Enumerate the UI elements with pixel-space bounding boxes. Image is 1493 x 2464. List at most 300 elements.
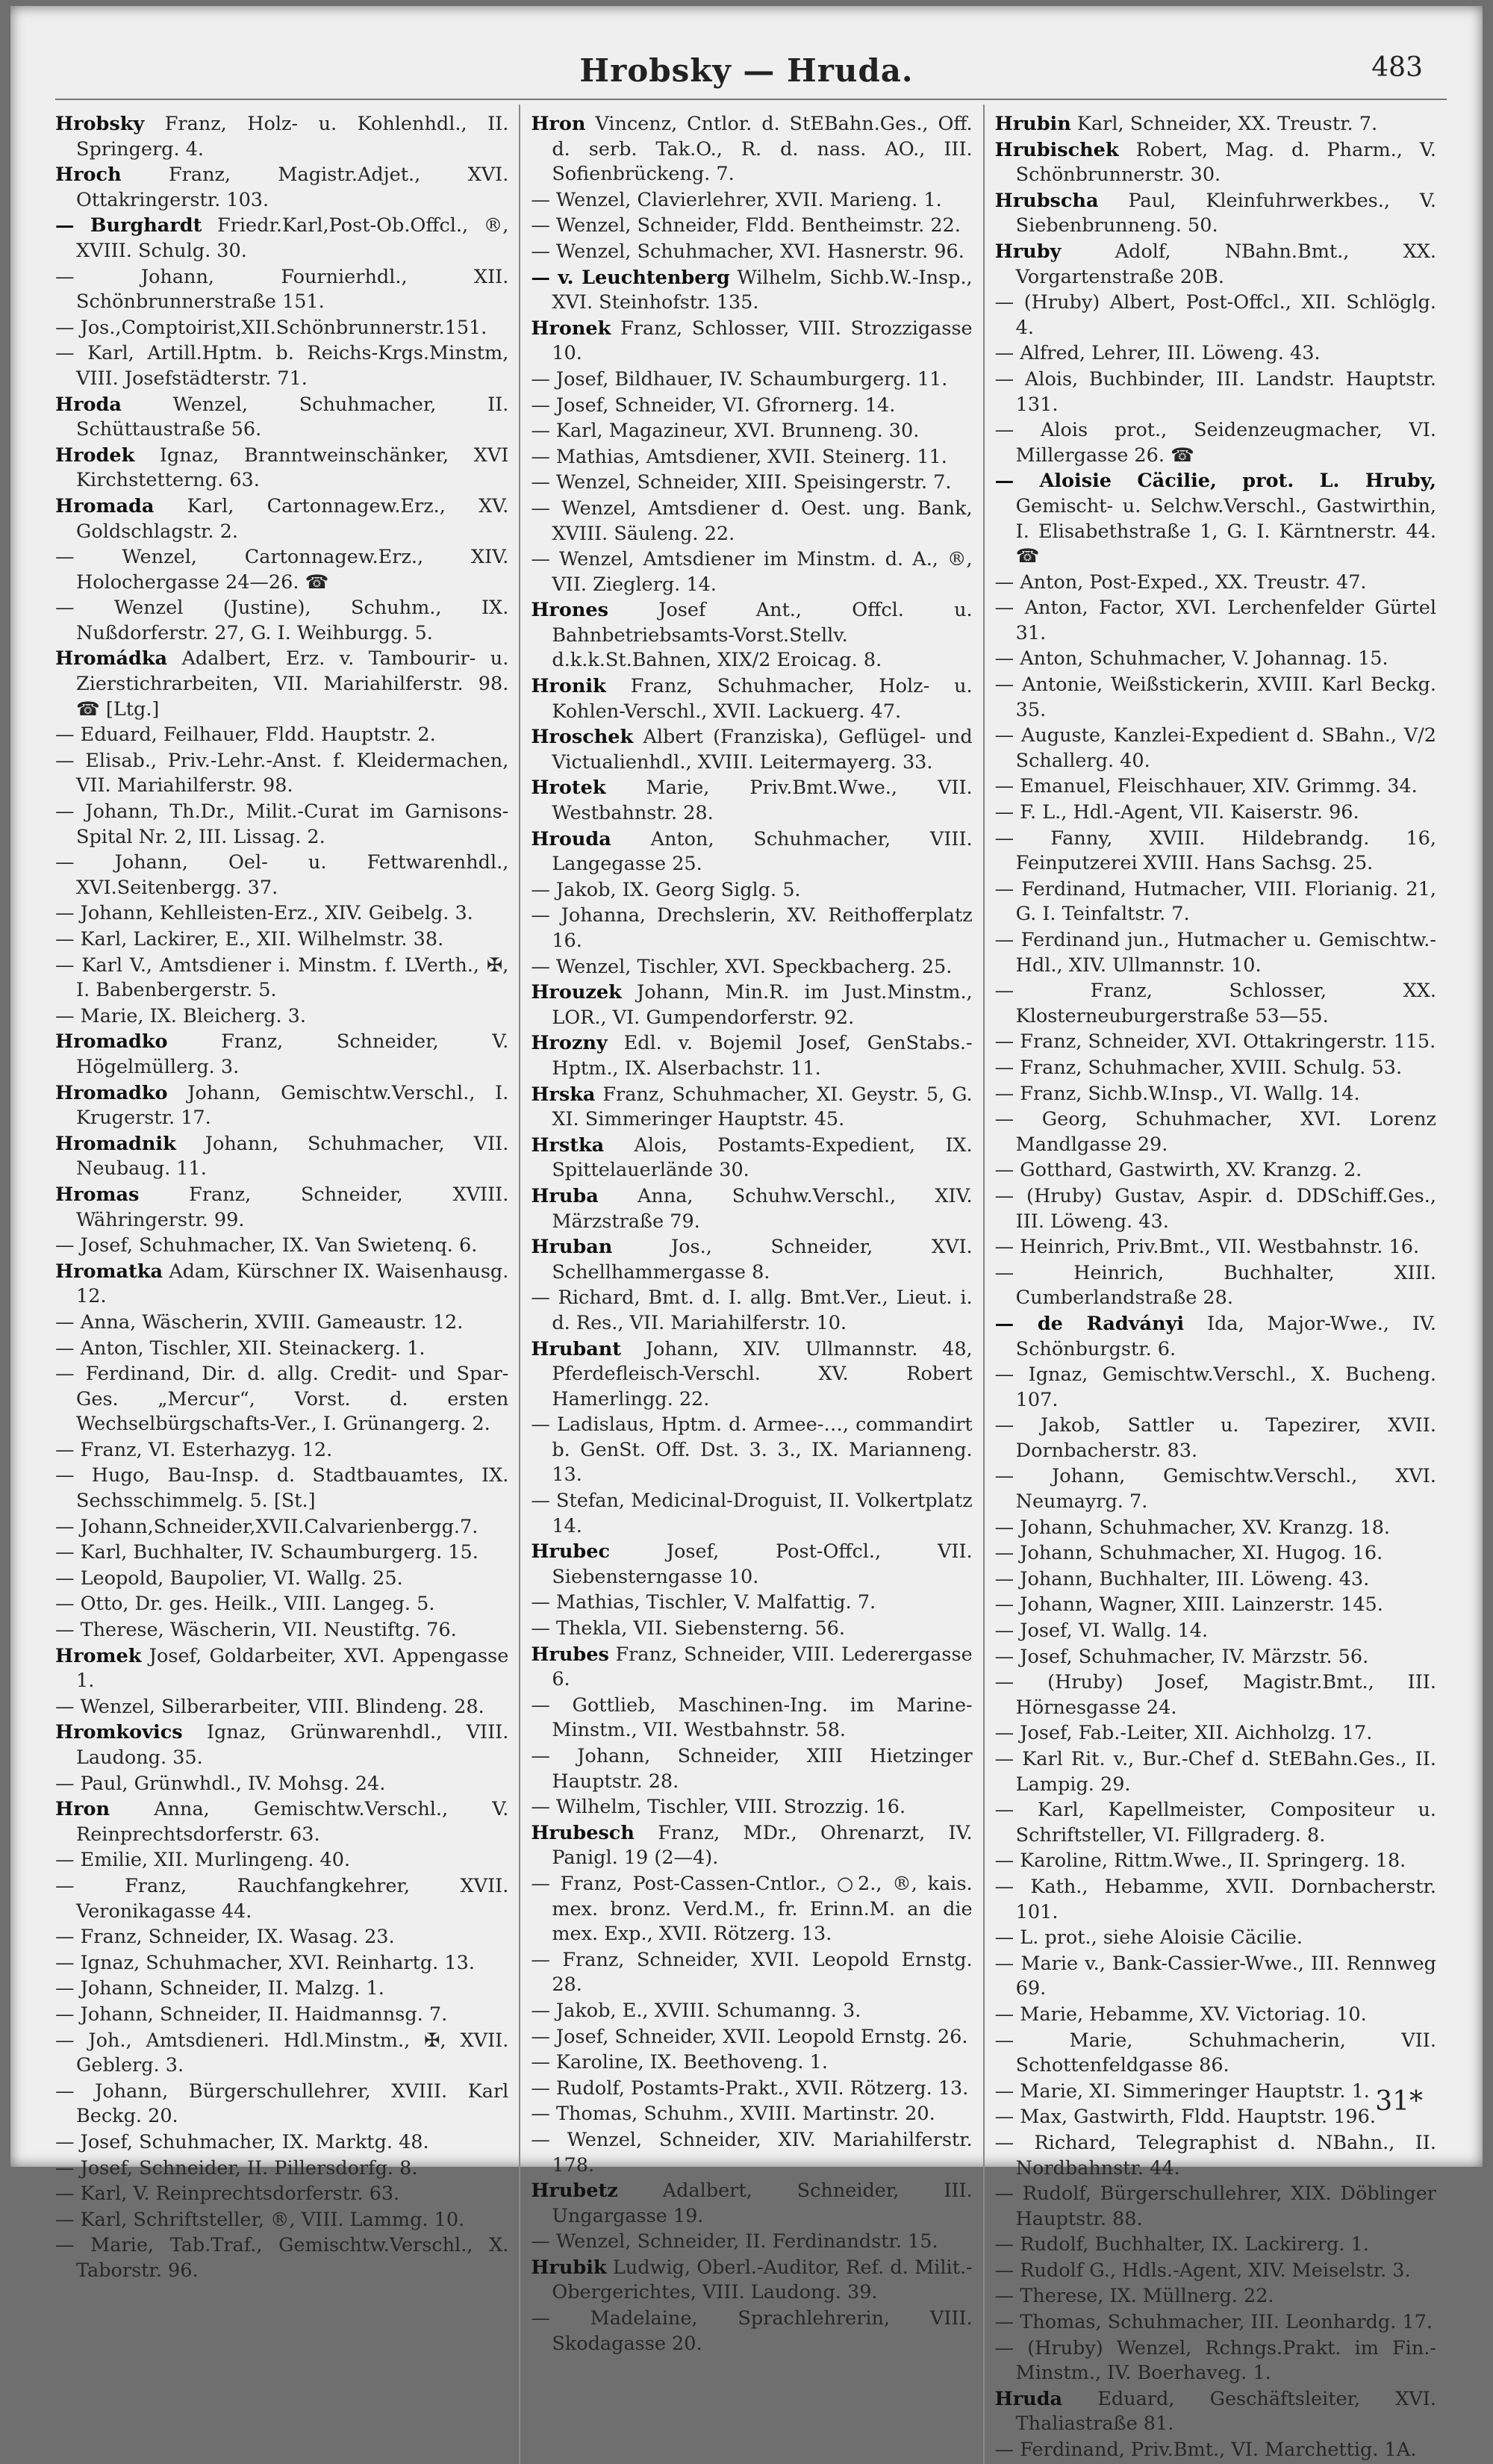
- entry-details: Ludwig, Oberl.-Auditor, Ref. d. Milit.-Obergerichtes, VIII. Laudong. 39.: [552, 2256, 973, 2304]
- directory-entry: [995, 1158, 1436, 1183]
- entry-details: Franz, Schneider, XVIII. Währingerstr. 99.: [76, 1183, 509, 1231]
- directory-entry: [531, 1821, 972, 1871]
- entry-details: Karl, Schneider, XX. Treustr. 7.: [1076, 113, 1378, 135]
- directory-entry: [531, 1795, 972, 1820]
- directory-entry: [531, 776, 972, 826]
- entry-details: — Jos.,Comptoirist,XII.Schönbrunnerstr.151.: [55, 316, 487, 339]
- entry-details: Anna, Schuhw.Verschl., XIV. Märzstraße 79.: [552, 1184, 973, 1233]
- directory-entry: [995, 596, 1436, 646]
- directory-entry: [55, 163, 508, 213]
- directory-entry: [55, 265, 508, 315]
- entry-details: — Otto, Dr. ges. Heilk., VIII. Langeg. 5.: [55, 1593, 435, 1616]
- entry-details: — (Hruby) Gustav, Aspir. d. DDSchiff.Ges., III. Löweng. 43.: [994, 1184, 1436, 1233]
- entry-details: — Johann, Th.Dr., Milit.-Curat im Garnisons-Spital Nr. 2, III. Lissag. 2.: [55, 800, 509, 848]
- entry-details: — Ladislaus, Hptm. d. Armee-…, commandirt b. GenSt. Off. Dst. 3. 3., IX. Marianneng. 13.: [531, 1413, 973, 1487]
- directory-entry: [531, 1540, 972, 1590]
- entry-details: Franz, Schneider, V. Högelmüllerg. 3.: [76, 1030, 509, 1078]
- directory-entry: [531, 827, 972, 877]
- entry-details: — Karl, V. Reinprechtsdorferstr. 63.: [55, 2183, 400, 2206]
- entry-details: — Georg, Schuhmacher, XVI. Lorenz Mandlgasse 29.: [994, 1108, 1436, 1156]
- directory-entry: [55, 2208, 508, 2233]
- directory-entry: [531, 317, 972, 367]
- entry-details: — Franz, Rauchfangkehrer, XVII. Veronikagasse 44.: [55, 1874, 509, 1923]
- entry-details: — Josef, Schuhmacher, IX. Van Swietenq. 6.: [55, 1234, 478, 1257]
- directory-entry: [531, 2306, 972, 2356]
- directory-entry: [55, 393, 508, 443]
- directory-entry: [531, 445, 972, 470]
- entry-details: — Stefan, Medicinal-Droguist, II. Volkertplatz 14.: [531, 1490, 973, 1537]
- directory-entry: [995, 2003, 1436, 2028]
- entry-details: — Marie, IX. Bleicherg. 3.: [55, 1004, 306, 1027]
- directory-entry: [995, 1593, 1436, 1618]
- directory-entry: [531, 1337, 972, 1413]
- entry-details: — Thekla, VII. Siebensterng. 56.: [531, 1617, 845, 1640]
- entry-details: — Josef, VI. Wallg. 14.: [994, 1620, 1209, 1643]
- entry-surname: — de Radványi: [994, 1312, 1185, 1335]
- directory-entry: [55, 1183, 508, 1233]
- entry-details: — Ferdinand, Priv.Bmt., VI. Marchettig. 1A.: [994, 2439, 1417, 2462]
- entry-details: Marie, Priv.Bmt.Wwe., VII. Westbahnstr. 28.: [552, 777, 973, 825]
- entry-details: — Karoline, Rittm.Wwe., II. Springerg. 18.: [994, 1849, 1406, 1873]
- directory-entry: [995, 2105, 1436, 2130]
- entry-details: — Johann, Schuhmacher, XV. Kranzg. 18.: [994, 1516, 1391, 1539]
- entry-details: Adalbert, Erz. v. Tambourir- u. Zierstichrarbeiten, VII. Mariahilferstr. 98. ☎ [Ltg.]: [76, 647, 509, 721]
- entry-details: Edl. v. Bojemil Josef, GenStabs.-Hptm., IX. Alserbachstr. 11.: [552, 1032, 973, 1080]
- directory-entry: [995, 1926, 1436, 1951]
- entry-details: — Eduard, Feilhauer, Fldd. Hauptstr. 2.: [55, 724, 436, 747]
- entry-details: — Antonie, Weißstickerin, XVIII. Karl Beckg. 35.: [994, 673, 1436, 721]
- entry-details: — Johann, Schuhmacher, XI. Hugog. 16.: [994, 1542, 1383, 1565]
- directory-entry: [995, 1798, 1436, 1848]
- directory-entry: [531, 674, 972, 724]
- directory-entry: [531, 1133, 972, 1183]
- directory-entry: [995, 2131, 1436, 2181]
- directory-entry: [55, 927, 508, 953]
- entry-details: — Marie v., Bank-Cassier-Wwe., III. Rennweg 69.: [994, 1952, 1436, 2000]
- entry-details: — Ferdinand, Dir. d. allg. Credit- und Spar-Ges. „Mercur“, Vorst. d. ersten Wechselbürgschafts-Ver., I. Grünangerg. 2.: [55, 1363, 509, 1436]
- directory-entry: [995, 1235, 1436, 1260]
- entry-details: — Heinrich, Priv.Bmt., VII. Westbahnstr. 16.: [994, 1236, 1420, 1259]
- entry-details: Alois, Postamts-Expedient, IX. Spittelauerlände 30.: [552, 1133, 973, 1182]
- directory-entry: [995, 112, 1436, 137]
- entry-details: — Josef, Schuhmacher, IX. Marktg. 48.: [55, 2130, 429, 2153]
- entry-details: — Kath., Hebamme, XVII. Dornbacherstr. 101.: [994, 1875, 1436, 1923]
- directory-entry: [995, 418, 1436, 468]
- entry-details: — Alois, Buchbinder, III. Landstr. Hauptstr. 131.: [994, 367, 1436, 416]
- entry-details: — Johann,Schneider,XVII.Calvarienbergg.7.: [55, 1515, 479, 1538]
- entry-details: — Anton, Factor, XVI. Lerchenfelder Gürtel 31.: [994, 597, 1436, 644]
- entry-surname: Hromek: [55, 1644, 142, 1667]
- entry-details: — Johann, Gemischtw.Verschl., XVI. Neumayrg. 7.: [994, 1465, 1436, 1513]
- directory-page: [10, 6, 1483, 2462]
- directory-entry: [531, 1643, 972, 1693]
- entry-details: — Johanna, Drechslerin, XV. Reithofferplatz 16.: [531, 904, 973, 952]
- directory-entry: [531, 1031, 972, 1081]
- entry-details: — Jakob, IX. Georg Siglg. 5.: [531, 878, 801, 901]
- entry-details: — (Hruby) Wenzel, Rchngs.Prakt. im Fin.-Minstm., IV. Boerhaveg. 1.: [994, 2336, 1436, 2385]
- entry-details: — Josef, Fab.-Leiter, XII. Aichholzg. 17.: [994, 1722, 1373, 1745]
- entry-details: — Alois prot., Seidenzeugmacher, VI. Millergasse 26. ☎: [994, 419, 1436, 467]
- entry-surname: Hron: [531, 113, 586, 135]
- directory-entry: [995, 341, 1436, 367]
- entry-details: Josef, Post-Offcl., VII. Siebensterngasse 10.: [552, 1540, 973, 1588]
- directory-entry: [55, 800, 508, 850]
- entry-details: — Wenzel, Schneider, II. Ferdinandstr. 15.: [531, 2230, 938, 2253]
- entry-details: — Johann, Oel- u. Fettwarenhdl., XVI.Seitenbergg. 37.: [55, 851, 509, 899]
- entry-surname: Hruba: [531, 1184, 599, 1207]
- entry-details: — (Hruby) Josef, Magistr.Bmt., III. Hörnesgasse 24.: [994, 1671, 1436, 1719]
- directory-entry: [531, 2050, 972, 2076]
- entry-details: — Wilhelm, Tischler, VIII. Strozzig. 16.: [531, 1796, 906, 1819]
- entry-surname: — Aloisie Cäcilie, prot. L. Hruby,: [994, 470, 1436, 493]
- directory-entry: [55, 214, 508, 264]
- entry-details: — Mathias, Tischler, V. Malfattig. 7.: [531, 1591, 876, 1614]
- directory-entry: [995, 1363, 1436, 1413]
- entry-details: — Karl, Schriftsteller, ®, VIII. Lammg. 10.: [55, 2208, 465, 2231]
- directory-entry: [995, 1875, 1436, 1925]
- entry-details: — Emilie, XII. Murlingeng. 40.: [55, 1849, 351, 1872]
- entry-details: Franz, Schlosser, VIII. Strozzigasse 10.: [552, 317, 973, 365]
- directory-entry: [55, 2182, 508, 2207]
- entry-details: — Franz, VI. Esterhazyg. 12.: [55, 1438, 333, 1461]
- entry-details: Wilhelm, Sichb.W.-Insp., XVI. Steinhofstr. 135.: [552, 266, 973, 314]
- entry-surname: Hruby: [994, 240, 1062, 263]
- entry-details: Johann, XIV. Ullmannstr. 48, Pferdefleisch-Verschl. XV. Robert Hamerlingg. 22.: [552, 1337, 973, 1410]
- directory-entry: [995, 1567, 1436, 1593]
- directory-entry: [55, 1797, 508, 1847]
- directory-entry: [995, 1184, 1436, 1234]
- entry-details: — Josef, Schneider, II. Pillersdorfg. 8.: [55, 2156, 418, 2180]
- directory-entry: [531, 1693, 972, 1743]
- entry-details: — Alfred, Lehrer, III. Löweng. 43.: [994, 342, 1321, 365]
- entry-details: — Auguste, Kanzlei-Expedient d. SBahn., V/2 Schallerg. 40.: [994, 724, 1436, 772]
- directory-entry: [55, 2029, 508, 2079]
- directory-entry: [55, 1337, 508, 1362]
- directory-entry: [995, 1312, 1436, 1362]
- entry-details: — Johann, Bürgerschullehrer, XVIII. Karl Beckg. 20.: [55, 2079, 509, 2128]
- directory-entry: [995, 1413, 1436, 1463]
- entry-details: Adam, Kürschner IX. Waisenhausg. 12.: [76, 1260, 509, 1308]
- entry-surname: Hrubscha: [994, 189, 1099, 212]
- directory-entry: [531, 1999, 972, 2024]
- directory-entry: [995, 1721, 1436, 1746]
- entry-surname: Hromadko: [55, 1030, 168, 1054]
- directory-entry: [531, 1617, 972, 1642]
- directory-entry: [55, 1644, 508, 1694]
- entry-details: Anna, Gemischtw.Verschl., V. Reinprechtsdorferstr. 63.: [76, 1798, 509, 1846]
- entry-details: — Marie, XI. Simmeringer Hauptstr. 1.: [994, 2079, 1370, 2103]
- entry-details: — Anton, Tischler, XII. Steinackerg. 1.: [55, 1337, 426, 1360]
- entry-details: — Anna, Wäscherin, XVIII. Gameaustr. 12.: [55, 1310, 464, 1334]
- directory-entry: [55, 953, 508, 1004]
- entry-details: — (Hruby) Albert, Post-Offcl., XII. Schlöglg. 4.: [994, 291, 1436, 339]
- directory-entry: [995, 189, 1436, 239]
- entry-details: — Ignaz, Schuhmacher, XVI. Reinhartg. 13.: [55, 1951, 475, 1974]
- directory-entry: [55, 1463, 508, 1513]
- directory-entry: [995, 2387, 1436, 2437]
- entry-details: — Karl, Buchhalter, IV. Schaumburgerg. 15.: [55, 1541, 479, 1564]
- entry-details: — Thomas, Schuhm., XVIII. Martinstr. 20.: [531, 2103, 935, 2126]
- directory-entry: [55, 1951, 508, 1976]
- entry-surname: Hruda: [994, 2387, 1063, 2410]
- entry-surname: Hrouzek: [531, 981, 622, 1004]
- entry-details: — Wenzel, Tischler, XVI. Speckbacherg. 25.: [531, 955, 953, 978]
- entry-details: — Karoline, IX. Beethoveng. 1.: [531, 2051, 828, 2074]
- entry-details: — Karl Rit. v., Bur.-Chef d. StEBahn.Ges., II. Lampig. 29.: [994, 1748, 1436, 1796]
- entry-surname: Hromkovics: [55, 1721, 183, 1744]
- entry-details: — Jakob, E., XVIII. Schumanng. 3.: [531, 1999, 861, 2022]
- directory-entry: [55, 850, 508, 900]
- directory-entry: [531, 1872, 972, 1947]
- directory-entry: [55, 1567, 508, 1592]
- entry-details: Franz, MDr., Ohrenarzt, IV. Panigl. 19 (2—4).: [552, 1821, 973, 1870]
- directory-entry: [531, 2256, 972, 2306]
- entry-surname: Hrubetz: [531, 2180, 618, 2203]
- directory-entry: [55, 1592, 508, 1617]
- entry-details: — Richard, Bmt. d. I. allg. Bmt.Ver., Lieut. i. d. Res., VII. Mariahilferstr. 10.: [531, 1287, 973, 1334]
- directory-entry: [55, 2156, 508, 2182]
- directory-entry: [55, 1030, 508, 1080]
- entry-details: — Richard, Telegraphist d. NBahn., II. Nordbahnstr. 44.: [994, 2131, 1436, 2180]
- directory-entry: [531, 1590, 972, 1616]
- page-header: [10, 52, 1483, 105]
- entry-details: — Franz, Schlosser, XX. Klosterneuburgerstraße 53—55.: [994, 980, 1436, 1027]
- entry-details: Johann, Schuhmacher, VII. Neubaug. 11.: [76, 1132, 509, 1180]
- entry-details: — Hugo, Bau-Insp. d. Stadtbauamtes, IX. Sechsschimmelg. 5. [St.]: [55, 1464, 509, 1513]
- directory-entry: [55, 1874, 508, 1924]
- entry-surname: Hromatka: [55, 1260, 163, 1283]
- directory-entry: [995, 724, 1436, 774]
- directory-entry: [55, 1310, 508, 1336]
- entry-details: — Karl V., Amtsdiener i. Minstm. f. LVerth., ✠, I. Babenbergerstr. 5.: [55, 953, 509, 1002]
- directory-entry: [531, 1744, 972, 1794]
- directory-entry: [55, 494, 508, 544]
- entry-details: — Fanny, XVIII. Hildebrandg. 16, Feinputzerei XVIII. Hans Sachsg. 25.: [994, 827, 1436, 875]
- directory-entry: [995, 877, 1436, 927]
- entry-surname: Hrubischek: [994, 138, 1119, 161]
- entry-details: — Franz, Schneider, XVI. Ottakringerstr. 115.: [994, 1030, 1436, 1054]
- directory-entry: [995, 2182, 1436, 2232]
- entry-details: Adalbert, Schneider, III. Ungargasse 19.: [552, 2180, 973, 2227]
- entry-details: — Marie, Tab.Traf., Gemischtw.Verschl., X. Taborstr. 96.: [55, 2234, 509, 2282]
- directory-entry: [995, 2259, 1436, 2284]
- entry-details: Wenzel, Schuhmacher, II. Schüttaustraße 56.: [76, 393, 509, 441]
- entry-surname: Hrubant: [531, 1337, 622, 1360]
- entry-details: — Anton, Schuhmacher, V. Johannag. 15.: [994, 647, 1388, 671]
- entry-details: — Gotthard, Gastwirth, XV. Kranzg. 2.: [994, 1159, 1362, 1182]
- directory-columns: [55, 105, 1447, 2462]
- entry-details: — F. L., Hdl.-Agent, VII. Kaiserstr. 96.: [994, 801, 1359, 824]
- entry-surname: Hroda: [55, 393, 122, 416]
- entry-details: — Ignaz, Gemischtw.Verschl., X. Bucheng. 107.: [994, 1363, 1436, 1411]
- directory-entry: [55, 1540, 508, 1566]
- entry-details: Adolf, NBahn.Bmt., XX. Vorgartenstraße 20B.: [1015, 240, 1436, 288]
- entry-details: — Josef, Schneider, VI. Gfrornerg. 14.: [531, 393, 896, 417]
- entry-details: — Johann, Schneider, II. Haidmannsg. 7.: [55, 2003, 448, 2026]
- entry-details: — Franz, Sichb.W.Insp., VI. Wallg. 14.: [994, 1082, 1360, 1105]
- entry-details: — Franz, Schneider, IX. Wasag. 23.: [55, 1926, 395, 1949]
- entry-details: — Karl, Artill.Hptm. b. Reichs-Krgs.Minstm, VIII. Josefstädterstr. 71.: [55, 342, 509, 390]
- directory-entry: [995, 2029, 1436, 2079]
- entry-details: Robert, Mag. d. Pharm., V. Schönbrunnerstr. 30.: [1015, 138, 1436, 187]
- entry-surname: Hronek: [531, 317, 611, 340]
- directory-entry: [531, 419, 972, 444]
- directory-entry: [55, 2233, 508, 2283]
- entry-details: — Johann, Schneider, II. Malzg. 1.: [55, 1977, 384, 2000]
- directory-entry: [995, 1056, 1436, 1081]
- directory-entry: [995, 290, 1436, 340]
- directory-entry: [995, 570, 1436, 596]
- entry-details: — Therese, Wäscherin, VII. Neustiftg. 76.: [55, 1619, 457, 1642]
- entry-details: Eduard, Geschäftsleiter, XVI. Thaliastraße 81.: [1015, 2387, 1436, 2436]
- entry-surname: — Burghardt: [55, 214, 202, 237]
- entry-details: Gemischt- u. Selchw.Verschl., Gastwirthin, I. Elisabethstraße 1, G. I. Kärntnerstr. 44. ☎: [1015, 494, 1436, 568]
- entry-surname: Hromada: [55, 494, 155, 517]
- entry-surname: Hrouda: [531, 827, 611, 850]
- entry-surname: Hronik: [531, 675, 606, 698]
- directory-entry: [995, 928, 1436, 978]
- directory-entry: [531, 1184, 972, 1234]
- directory-entry: [531, 214, 972, 239]
- directory-entry: [55, 596, 508, 646]
- entry-surname: Hrubesch: [531, 1821, 635, 1844]
- entry-details: — Franz, Schuhmacher, XVIII. Schulg. 53.: [994, 1056, 1403, 1079]
- directory-entry: [995, 1849, 1436, 1874]
- directory-entry: [55, 749, 508, 799]
- entry-details: Albert (Franziska), Geflügel- und Victualienhdl., XVIII. Leitermayerg. 33.: [552, 726, 973, 774]
- directory-entry: [995, 367, 1436, 417]
- entry-details: — Elisab., Priv.-Lehr.-Anst. f. Kleidermachen, VII. Mariahilferstr. 98.: [55, 749, 509, 797]
- directory-entry: [531, 2179, 972, 2229]
- entry-details: — Johann, Schneider, XIII Hietzinger Hauptstr. 28.: [531, 1745, 973, 1793]
- directory-entry: [55, 2003, 508, 2028]
- directory-entry: [531, 112, 972, 187]
- directory-entry: [531, 2025, 972, 2050]
- directory-entry: [531, 1948, 972, 1998]
- entry-surname: Hrubec: [531, 1540, 610, 1564]
- directory-entry: [531, 497, 972, 547]
- directory-entry: [55, 444, 508, 494]
- directory-entry: [995, 800, 1436, 826]
- directory-entry: [531, 1489, 972, 1539]
- directory-entry: [995, 469, 1436, 569]
- directory-entry: [55, 1720, 508, 1770]
- directory-entry: [995, 1261, 1436, 1311]
- entry-details: — Wenzel, Silberarbeiter, VIII. Blindeng. 28.: [55, 1695, 484, 1718]
- entry-surname: Hromadnik: [55, 1132, 176, 1155]
- directory-entry: [995, 827, 1436, 877]
- page-number: 483: [1371, 52, 1423, 83]
- directory-entry: [995, 2233, 1436, 2258]
- entry-surname: Hrobsky: [55, 113, 145, 135]
- directory-entry: [995, 1670, 1436, 1720]
- entry-surname: — v. Leuchtenberg: [531, 266, 730, 289]
- header-rule: [55, 99, 1447, 100]
- directory-entry: [55, 341, 508, 391]
- directory-entry: [531, 1413, 972, 1488]
- directory-entry: [531, 598, 972, 673]
- directory-entry: [531, 188, 972, 214]
- entry-details: — Wenzel, Clavierlehrer, XVII. Marieng. 1.: [531, 188, 942, 211]
- directory-entry: [995, 2079, 1436, 2105]
- entry-details: Paul, Kleinfuhrwerkbes., V. Siebenbrunneng. 50.: [1015, 189, 1436, 237]
- entry-details: — Karl, Magazineur, XVI. Brunneng. 30.: [531, 420, 920, 443]
- entry-details: — Mathias, Amtsdiener, XVII. Steinerg. 11.: [531, 445, 947, 468]
- directory-entry: [995, 1082, 1436, 1107]
- entry-details: — Heinrich, Buchhalter, XIII. Cumberlandstraße 28.: [994, 1261, 1436, 1310]
- entry-details: — Gottlieb, Maschinen-Ing. im Marine-Minstm., VII. Westbahnstr. 58.: [531, 1693, 973, 1742]
- directory-entry: [531, 903, 972, 953]
- directory-entry: [531, 2230, 972, 2255]
- directory-entry: [995, 647, 1436, 672]
- directory-entry: [995, 2336, 1436, 2386]
- directory-entry: [995, 1107, 1436, 1157]
- entry-details: — Karl, Lackirer, E., XII. Wilhelmstr. 38.: [55, 928, 444, 951]
- directory-entry: [531, 393, 972, 419]
- entry-details: — Karl, Kapellmeister, Compositeur u. Schriftsteller, VI. Fillgraderg. 8.: [994, 1799, 1436, 1847]
- directory-entry: [55, 112, 508, 162]
- directory-entry: [55, 316, 508, 341]
- directory-entry: [55, 1438, 508, 1463]
- directory-entry: [995, 1619, 1436, 1644]
- directory-entry: [55, 1618, 508, 1643]
- running-head: Hrobsky — Hruda.: [579, 52, 914, 89]
- entry-details: — Franz, Schneider, XVII. Leopold Ernstg. 28.: [531, 1948, 973, 1997]
- entry-surname: Hrubik: [531, 2256, 607, 2279]
- entry-details: Anton, Schuhmacher, VIII. Langegasse 25.: [552, 827, 973, 876]
- entry-surname: Hromas: [55, 1183, 140, 1206]
- directory-entry: [531, 547, 972, 597]
- entry-details: — Johann, Fournierhdl., XII. Schönbrunnerstraße 151.: [55, 265, 509, 314]
- entry-details: Franz, Schneider, VIII. Lederergasse 6.: [552, 1643, 973, 1691]
- entry-details: — Leopold, Baupolier, VI. Wallg. 25.: [55, 1567, 403, 1590]
- entry-details: — Johann, Wagner, XIII. Lainzerstr. 145.: [994, 1593, 1383, 1617]
- directory-entry: [55, 1515, 508, 1540]
- directory-entry: [55, 1695, 508, 1720]
- entry-details: — Paul, Grünwhdl., IV. Mohsg. 24.: [55, 1772, 386, 1795]
- directory-entry: [55, 1925, 508, 1950]
- entry-details: Franz, Schuhmacher, Holz- u. Kohlen-Verschl., XVII. Lackuerg. 47.: [552, 675, 973, 723]
- directory-entry: [55, 1260, 508, 1310]
- directory-entry: [995, 240, 1436, 290]
- directory-entry: [995, 1516, 1436, 1541]
- entry-details: — Joh., Amtsdieneri. Hdl.Minstm., ✠, XVII. Geblerg. 3.: [55, 2029, 509, 2077]
- directory-entry: [531, 470, 972, 496]
- directory-entry: [55, 723, 508, 748]
- entry-details: — Wenzel, Schneider, XIII. Speisingerstr. 7.: [531, 471, 952, 494]
- directory-entry: [55, 1848, 508, 1873]
- entry-surname: Hrstka: [531, 1133, 605, 1157]
- entry-details: — Anton, Post-Exped., XX. Treustr. 47.: [994, 570, 1367, 594]
- directory-entry: [995, 1747, 1436, 1797]
- directory-entry: [995, 1030, 1436, 1055]
- directory-entry: [995, 2310, 1436, 2336]
- directory-entry: [55, 1233, 508, 1259]
- entry-details: — Josef, Bildhauer, IV. Schaumburgerg. 11.: [531, 367, 948, 391]
- entry-details: — Thomas, Schuhmacher, III. Leonhardg. 17.: [994, 2311, 1433, 2334]
- entry-details: Friedr.Karl,Post-Ob.Offcl., ®, XVIII. Schulg. 30.: [76, 214, 509, 262]
- directory-entry: [531, 266, 972, 316]
- entry-details: — Ferdinand jun., Hutmacher u. Gemischtw.-Hdl., XIV. Ullmannstr. 10.: [994, 929, 1436, 977]
- entry-details: — Wenzel, Schuhmacher, XVI. Hasnerstr. 96.: [531, 240, 964, 263]
- entry-details: — Marie, Hebamme, XV. Victoriag. 10.: [994, 2003, 1367, 2026]
- entry-details: — Madelaine, Sprachlehrerin, VIII. Skodagasse 20.: [531, 2307, 973, 2355]
- directory-entry: [55, 1976, 508, 2002]
- entry-details: Vincenz, Cntlor. d. StEBahn.Ges., Off. d. serb. Tak.O., R. d. nass. AO., III. Sofienbrückeng. 7.: [552, 113, 973, 186]
- entry-details: — Franz, Post-Cassen-Cntlor., ○2., ®, kais. mex. bronz. Verd.M., fr. Erinn.M. an die mex. Exp., XVII. Rötzerg. 13.: [531, 1872, 973, 1946]
- directory-entry: [55, 647, 508, 722]
- entry-details: — Wenzel, Schneider, XIV. Mariahilferstr. 178.: [531, 2128, 973, 2177]
